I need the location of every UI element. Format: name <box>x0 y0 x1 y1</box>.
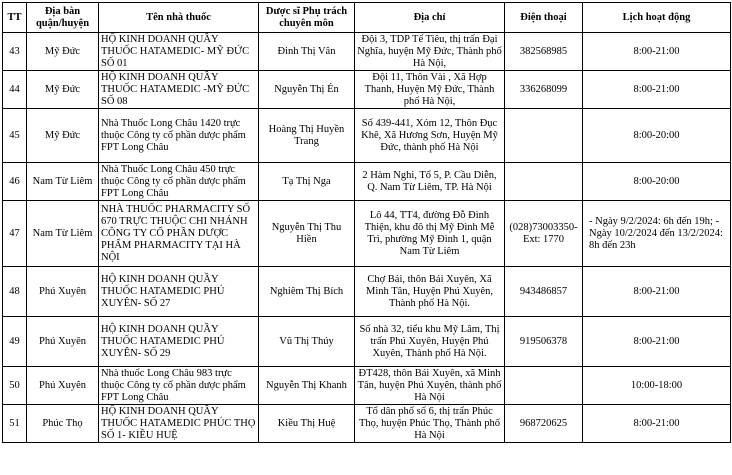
cell-phone: (028)73003350-Ext: 1770 <box>505 201 583 267</box>
cell-phone: 919506378 <box>505 317 583 367</box>
table-row <box>3 405 731 443</box>
table-row <box>3 71 731 109</box>
cell-phone: 382568985 <box>505 33 583 71</box>
table-row <box>3 317 731 367</box>
pharmacy-table <box>2 2 731 443</box>
cell-pharmacist: Nghiêm Thị Bích <box>259 267 355 317</box>
table-row <box>3 367 731 405</box>
cell-tt: 46 <box>3 163 27 201</box>
cell-address: Chợ Bái, thôn Bái Xuyên, Xã Minh Tân, Huyện Phú Xuyên, Thành phố Hà Nội. <box>355 267 505 317</box>
cell-phone: 943486857 <box>505 267 583 317</box>
cell-pharmacist: Kiều Thị Huệ <box>259 405 355 443</box>
cell-name: Nhà thuốc Long Châu 983 trực thuộc Công ty cổ phần dược phẩm FPT Long Châu <box>99 367 259 405</box>
cell-name: Nhà Thuốc Long Châu 450 trực thuộc Công ty cổ phần dược phẩm FPT Long Châu <box>99 163 259 201</box>
cell-hours: 8:00-20:00 <box>583 109 731 163</box>
cell-tt: 45 <box>3 109 27 163</box>
cell-district: Phú Xuyên <box>27 367 99 405</box>
table-row <box>3 109 731 163</box>
cell-district: Nam Từ Liêm <box>27 163 99 201</box>
header-district: Địa bàn quận/huyện <box>27 3 99 33</box>
cell-district: Mỹ Đức <box>27 109 99 163</box>
cell-address: Tổ dân phố số 6, thị trấn Phúc Thọ, huyện Phúc Thọ, Thành phố Hà Nội <box>355 405 505 443</box>
cell-phone: 336268099 <box>505 71 583 109</box>
cell-phone <box>505 367 583 405</box>
cell-tt: 44 <box>3 71 27 109</box>
table-row <box>3 33 731 71</box>
cell-name: HỘ KINH DOANH QUẦY THUỐC HATAMEDIC PHÚ XUYÊN- SỐ 27 <box>99 267 259 317</box>
cell-tt: 48 <box>3 267 27 317</box>
cell-phone <box>505 109 583 163</box>
cell-pharmacist: Đinh Thị Vân <box>259 33 355 71</box>
table-row <box>3 267 731 317</box>
cell-district: Phú Xuyên <box>27 267 99 317</box>
table-row <box>3 201 731 267</box>
cell-pharmacist: Vũ Thị Thúy <box>259 317 355 367</box>
table-row <box>3 163 731 201</box>
header-row <box>3 3 731 33</box>
cell-address: 2 Hàm Nghi, Tổ 5, P. Cầu Diễn, Q. Nam Từ Liêm, TP. Hà Nội <box>355 163 505 201</box>
cell-name: HỘ KINH DOANH QUẦY THUỐC HATAMEDIC -MỸ ĐỨC SỐ 08 <box>99 71 259 109</box>
cell-address: Đội 3, TDP Tế Tiêu, thị trấn Đại Nghĩa, huyện Mỹ Đức, Thành phố Hà Nội, <box>355 33 505 71</box>
cell-name: HỘ KINH DOANH QUẦY THUỐC HATAMEDIC- MỸ ĐỨC SỐ 01 <box>99 33 259 71</box>
cell-hours: - Ngày 9/2/2024: 6h đến 19h; - Ngày 10/2/2024 đến 13/2/2024: 8h đến 23h <box>583 201 731 267</box>
cell-tt: 51 <box>3 405 27 443</box>
cell-address: Lô 44, TT4, đường Đỗ Đình Thiện, khu đô thị Mỹ Đình Mễ Trì, phường Mỹ Đình 1, quận Nam Từ Liêm <box>355 201 505 267</box>
cell-address: ĐT428, thôn Bái Xuyên, xã Minh Tân, huyện Phú Xuyên, thành phố Hà Nội <box>355 367 505 405</box>
header-address: Địa chỉ <box>355 3 505 33</box>
cell-phone: 968720625 <box>505 405 583 443</box>
cell-district: Nam Từ Liêm <box>27 201 99 267</box>
cell-pharmacist: Nguyễn Thị Khanh <box>259 367 355 405</box>
cell-district: Phú Xuyên <box>27 317 99 367</box>
cell-pharmacist: Tạ Thị Nga <box>259 163 355 201</box>
header-hours: Lịch hoạt động <box>583 3 731 33</box>
cell-district: Mỹ Đức <box>27 71 99 109</box>
cell-tt: 50 <box>3 367 27 405</box>
cell-name: Nhà Thuốc Long Châu 1420 trực thuộc Công ty cổ phần dược phẩm FPT Long Châu <box>99 109 259 163</box>
cell-hours: 10:00-18:00 <box>583 367 731 405</box>
cell-address: Số nhà 32, tiểu khu Mỹ Lâm, Thị trấn Phú Xuyên, Huyện Phú Xuyên, Thành phố Hà Nội. <box>355 317 505 367</box>
cell-tt: 47 <box>3 201 27 267</box>
cell-hours: 8:00-21:00 <box>583 33 731 71</box>
header-name: Tên nhà thuốc <box>99 3 259 33</box>
cell-tt: 43 <box>3 33 27 71</box>
cell-hours: 8:00-21:00 <box>583 267 731 317</box>
cell-district: Mỹ Đức <box>27 33 99 71</box>
header-pharmacist: Dược sĩ Phụ trách chuyên môn <box>259 3 355 33</box>
cell-name: HỘ KINH DOANH QUẦY THUỐC HATAMEDIC PHÚ XUYÊN- SỐ 29 <box>99 317 259 367</box>
cell-pharmacist: Nguyễn Thị Thu Hiền <box>259 201 355 267</box>
cell-hours: 8:00-21:00 <box>583 317 731 367</box>
cell-name: NHÀ THUỐC PHARMACITY SỐ 670 TRỰC THUỘC CHI NHÁNH CÔNG TY CỔ PHẦN DƯỢC PHẨM PHARMACITY TẠI HÀ NỘI <box>99 201 259 267</box>
header-phone: Điện thoại <box>505 3 583 33</box>
cell-pharmacist: Hoàng Thị Huyền Trang <box>259 109 355 163</box>
cell-district: Phúc Thọ <box>27 405 99 443</box>
cell-tt: 49 <box>3 317 27 367</box>
cell-hours: 8:00-21:00 <box>583 71 731 109</box>
cell-address: Số 439-441, Xóm 12, Thôn Đục Khê, Xã Hương Sơn, Huyện Mỹ Đức, thành phố Hà Nội <box>355 109 505 163</box>
cell-phone <box>505 163 583 201</box>
cell-pharmacist: Nguyễn Thị Én <box>259 71 355 109</box>
header-tt: TT <box>3 3 27 33</box>
cell-hours: 8:00-21:00 <box>583 405 731 443</box>
cell-address: Đội 11, Thôn Vài , Xã Hợp Thanh, Huyện Mỹ Đức, Thành phố Hà Nội, <box>355 71 505 109</box>
cell-name: HỘ KINH DOANH QUẦY THUỐC HATAMEDIC PHÚC THỌ SỐ 1- KIỀU HUỆ <box>99 405 259 443</box>
cell-hours: 8:00-20:00 <box>583 163 731 201</box>
